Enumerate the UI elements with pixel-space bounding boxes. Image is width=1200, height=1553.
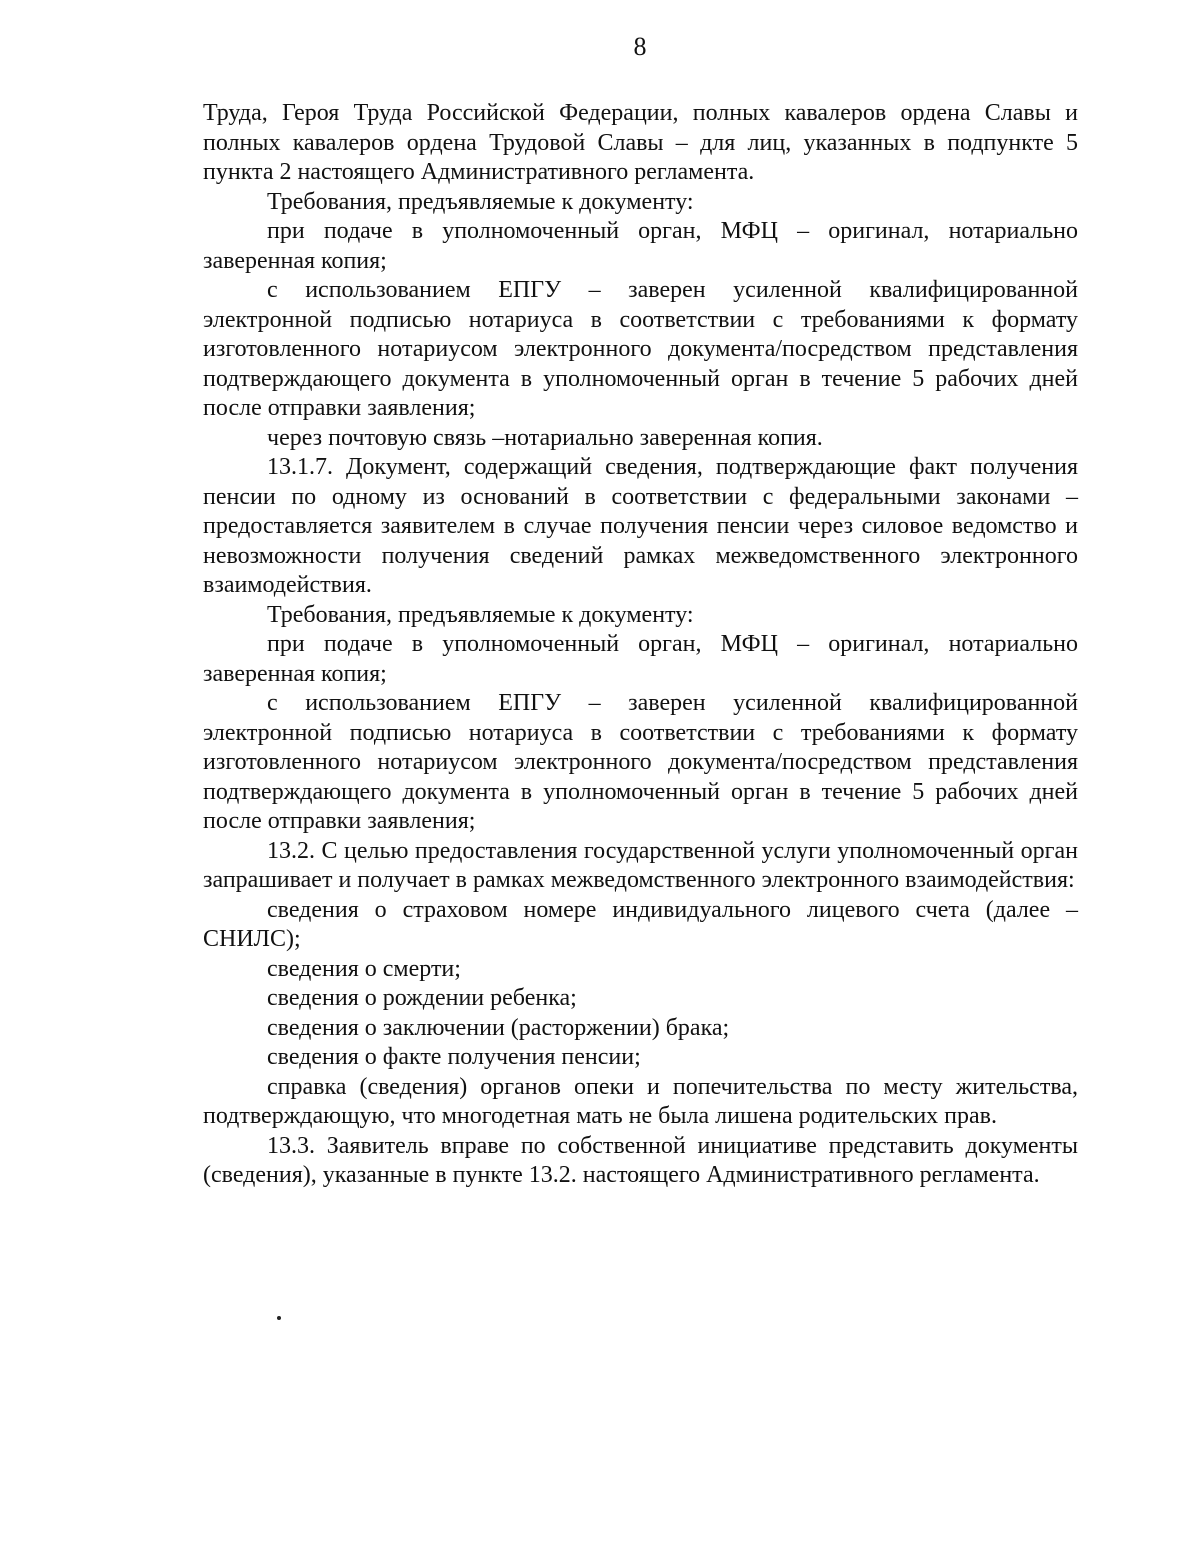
- paragraph: справка (сведения) органов опеки и попечительства по месту жительства, подтверждающую, что многодетная мать не была лишена родительских прав.: [203, 1073, 1078, 1129]
- document-body: [203, 99, 1078, 1191]
- paragraph: Требования, предъявляемые к документу:: [267, 188, 694, 215]
- scan-dot: [277, 1316, 281, 1320]
- page-number: 8: [633, 32, 647, 61]
- paragraph: Требования, предъявляемые к документу:: [267, 601, 694, 628]
- paragraph: с использованием ЕПГУ – заверен усиленной квалифицированной электронной подписью нотариуса в соответствии с требованиями к формату изготовленного нотариусом электронного документа/посредством представления подтверждающего документа в уполномоченный орган в течение 5 рабочих дней после отправки заявления;: [203, 690, 1078, 834]
- paragraph: сведения о рождении ребенка;: [267, 985, 577, 1011]
- paragraph: при подаче в уполномоченный орган, МФЦ – оригинал, нотариально заверенная копия;: [203, 631, 1078, 687]
- paragraph: сведения о страховом номере индивидуального лицевого счета (далее – СНИЛС);: [203, 896, 1078, 952]
- paragraph: 13.2. С целью предоставления государственной услуги уполномоченный орган запрашивает и получает в рамках межведомственного электронного взаимодействия:: [203, 837, 1078, 893]
- paragraph: через почтовую связь –нотариально заверенная копия.: [267, 424, 823, 451]
- paragraph: сведения о смерти;: [267, 955, 461, 982]
- paragraph: 13.1.7. Документ, содержащий сведения, подтверждающие факт получения пенсии по одному из оснований в соответствии с федеральными законами – предоставляется заявителем в случае получения пенсии через силовое ведомство и невозможности получения сведений рамках межведомственного электронного взаимодействия.: [203, 454, 1078, 598]
- paragraph: сведения о факте получения пенсии;: [267, 1044, 641, 1070]
- paragraph: 13.3. Заявитель вправе по собственной инициативе представить документы (сведения), указанные в пункте 13.2. настоящего Административного регламента.: [203, 1132, 1078, 1188]
- paragraph: с использованием ЕПГУ – заверен усиленной квалифицированной электронной подписью нотариуса в соответствии с требованиями к формату изготовленного нотариусом электронного документа/посредством представления подтверждающего документа в уполномоченный орган в течение 5 рабочих дней после отправки заявления;: [203, 277, 1078, 421]
- paragraph: Труда, Героя Труда Российской Федерации, полных кавалеров ордена Славы и полных кавалеров ордена Трудовой Славы – для лиц, указанных в подпункте 5 пункта 2 настоящего Административного регламента.: [203, 100, 1078, 185]
- paragraph: при подаче в уполномоченный орган, МФЦ – оригинал, нотариально заверенная копия;: [203, 218, 1078, 274]
- paragraph: сведения о заключении (расторжении) брака;: [267, 1014, 730, 1041]
